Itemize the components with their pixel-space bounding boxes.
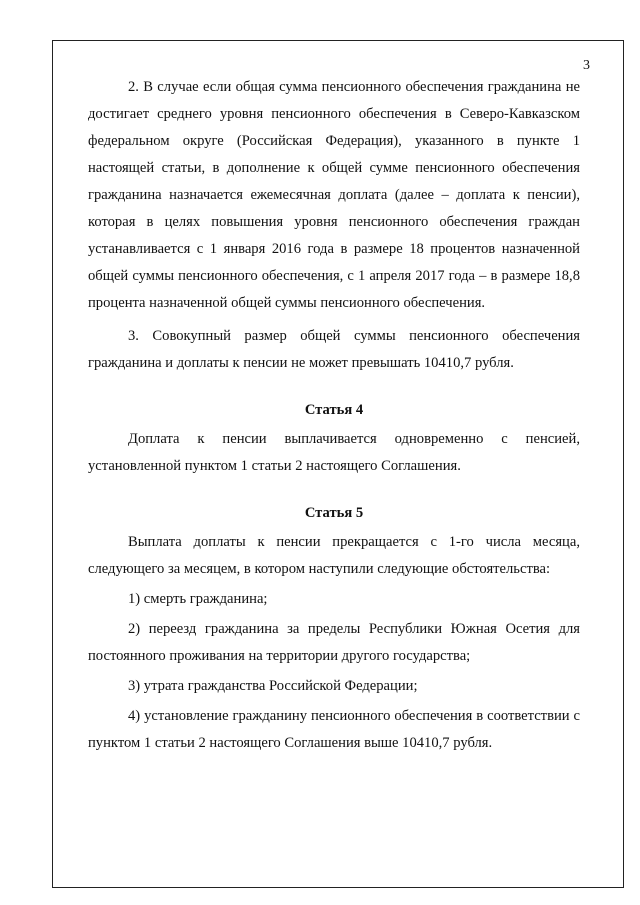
article-5-item-1: 1) смерть гражданина; — [128, 591, 268, 607]
article-5-heading: Статья 5 — [304, 505, 364, 521]
article-5-item-4: 4) установление гражданину пенсионного обеспечения в соответствии с пунктом 1 статьи 2 настоящего Соглашения выше 10410,7 рубля. — [88, 708, 580, 751]
article-4-text: Доплата к пенсии выплачивается одновременно с пенсией, установленной пунктом 1 статьи 2 настоящего Соглашения. — [88, 431, 580, 474]
document-body — [88, 74, 580, 757]
paragraph-2: 2. В случае если общая сумма пенсионного обеспечения гражданина не достигает среднего уровня пенсионного обеспечения в Северо-Кавказском федеральном округе (Российская Федерация), указанного в пункте 1 настоящей статьи, в дополнение к общей сумме пенсионного обеспечения гражданина назначается ежемесячная доплата (далее – доплата к пенсии), которая в целях повышения уровня пенсионного обеспечения граждан устанавливается с 1 января 2016 года в размере 18 процентов назначенной общей суммы пенсионного обеспечения, с 1 апреля 2017 года – в размере 18,8 процента назначенной общей суммы пенсионного обеспечения. — [88, 79, 580, 311]
article-5-item-3: 3) утрата гражданства Российской Федерации; — [128, 678, 418, 694]
article-5-intro: Выплата доплаты к пенсии прекращается с 1-го числа месяца, следующего за месяцем, в котором наступили следующие обстоятельства: — [88, 534, 580, 577]
paragraph-3: 3. Совокупный размер общей суммы пенсионного обеспечения гражданина и доплаты к пенсии не может превышать 10410,7 рубля. — [88, 328, 580, 371]
page-number: 3 — [583, 58, 590, 73]
article-5-item-2: 2) переезд гражданина за пределы Республики Южная Осетия для постоянного проживания на территории другого государства; — [88, 621, 580, 664]
article-4-heading: Статья 4 — [304, 402, 364, 418]
